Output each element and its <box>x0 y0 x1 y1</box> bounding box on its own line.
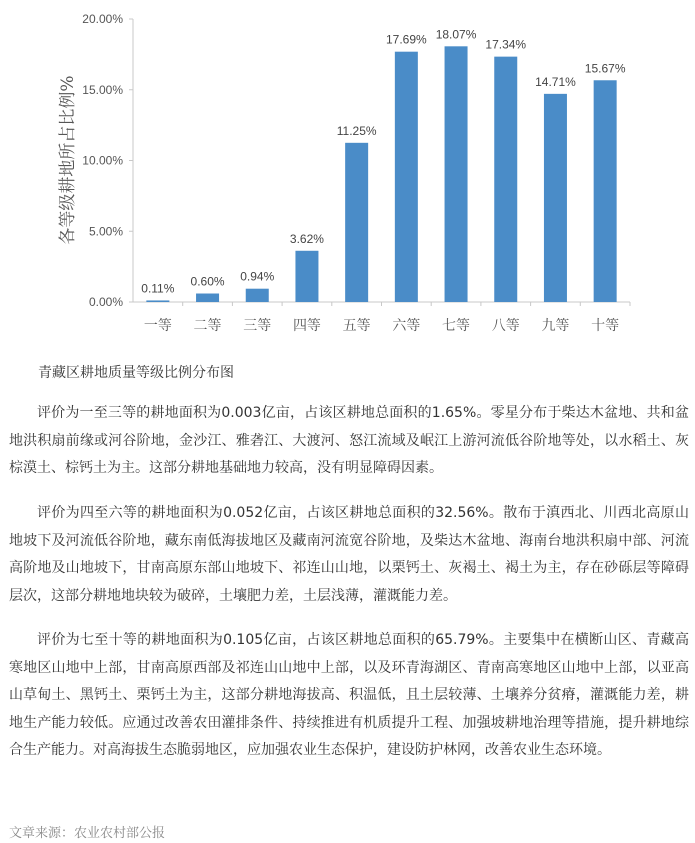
article-source: 文章来源：农业农村部公报 <box>9 826 166 841</box>
x-category-label: 六等 <box>392 318 421 334</box>
data-label: 18.07% <box>435 27 477 42</box>
bar-chart <box>0 0 695 345</box>
bar-10 <box>594 80 617 302</box>
x-category-label: 八等 <box>491 318 520 334</box>
x-category-label: 十等 <box>591 318 620 334</box>
paragraph-grades-1-3: 评价为一至三等的耕地面积为0.003亿亩，占该区耕地总面积的1.65%。零星分布于柴达木盆地、共和盆地洪积扇前缘或河谷阶地，金沙江、雅砻江、大渡河、怒江流域及岷江上游河流低谷阶地等处，以水稻土、灰棕漠土、棕钙土为主。这部分耕地基础地力较高，没有明显障碍因素。 <box>9 405 689 476</box>
x-category-label: 九等 <box>541 318 570 334</box>
chart-svg <box>0 0 695 345</box>
x-category-label: 三等 <box>243 318 272 334</box>
x-category-label: 二等 <box>193 318 222 334</box>
x-category-label: 五等 <box>342 318 371 334</box>
y-tick-label: 5.00% <box>88 224 123 239</box>
x-category-label: 一等 <box>143 318 172 334</box>
data-label: 11.25% <box>336 123 377 138</box>
y-tick-label: 0.00% <box>88 295 123 309</box>
data-label: 15.67% <box>584 61 626 76</box>
chart-caption: 青藏区耕地质量等级比例分布图 <box>38 365 234 381</box>
bar-8 <box>494 57 517 302</box>
bar-3 <box>246 289 269 302</box>
data-label: 0.60% <box>190 274 225 289</box>
bar-4 <box>295 251 318 302</box>
y-tick-label: 20.00% <box>82 12 123 26</box>
paragraph-grades-4-6: 评价为四至六等的耕地面积为0.052亿亩，占该区耕地总面积的32.56%。散布于滇西北、川西北高原山地坡下及河流低谷阶地，藏东南低海拔地区及藏南河流宽谷阶地，及柴达木盆地、海南台地洪积扇中部、河流高阶地及山地坡下，甘南高原东部山地坡下、祁连山山地，以栗钙土、灰褐土、褐土为主，存在砂砾层等障碍层次，这部分耕地地块较为破碎，土壤肥力差，土层浅薄，灌溉能力差。 <box>9 505 689 604</box>
y-tick-label: 10.00% <box>82 153 123 168</box>
y-axis-title: 各等级耕地所占比例% <box>58 75 78 245</box>
data-label: 0.11% <box>141 281 175 296</box>
bar-9 <box>544 94 567 302</box>
bar-5 <box>345 143 368 302</box>
paragraph-grades-7-10: 评价为七至十等的耕地面积为0.105亿亩，占该区耕地总面积的65.79%。主要集中在横断山区、青藏高寒地区山地中上部，甘南高原西部及祁连山山地中上部，以及环青海湖区、青南高寒地区山地中上部，以亚高山草甸土、黑钙土、栗钙土为主，这部分耕地海拔高、积温低，且土层较薄、土壤养分贫瘠，灌溉能力差，耕地生产能力较低。应通过改善农田灌排条件、持续推进有机质提升工程、加强坡耕地治理等措施，提升耕地综合生产能力。对高海拔生态脆弱地区，应加强农业生态保护，建设防护林网，改善农业生态环境。 <box>9 632 689 758</box>
bar-1 <box>146 300 169 302</box>
data-label: 17.34% <box>485 37 527 52</box>
bar-7 <box>445 46 468 302</box>
bar-2 <box>196 294 219 302</box>
data-label: 14.71% <box>535 74 576 89</box>
x-category-label: 七等 <box>442 318 471 334</box>
y-tick-label: 15.00% <box>82 82 123 97</box>
x-category-label: 四等 <box>292 318 321 334</box>
bar-6 <box>395 52 418 302</box>
data-label: 3.62% <box>289 231 324 246</box>
data-label: 17.69% <box>385 32 427 47</box>
data-label: 0.94% <box>240 269 275 284</box>
